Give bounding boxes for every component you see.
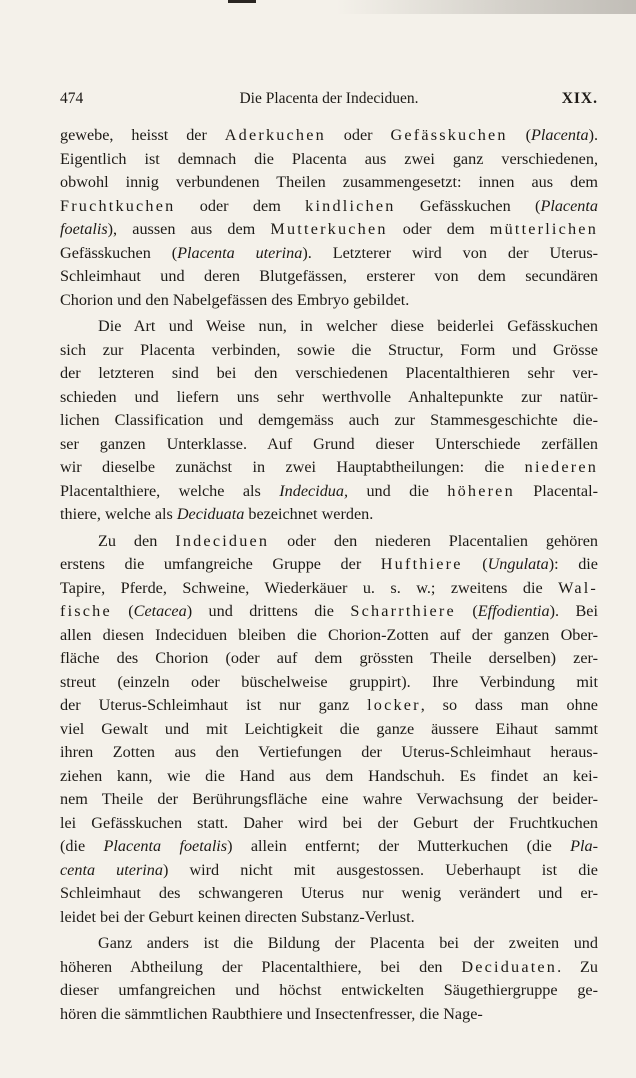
text-run: Ungulata bbox=[487, 555, 549, 573]
text-line bbox=[60, 979, 598, 1003]
text-line bbox=[60, 339, 598, 363]
text-run: oder dem bbox=[175, 196, 306, 215]
text-run: Indecidua, bbox=[279, 481, 349, 500]
text-line bbox=[60, 480, 598, 504]
text-run: Tapire, Pferde, Schweine, Wiederkäuer u. s. w.; zweitens die bbox=[60, 578, 559, 597]
text-run: (die bbox=[60, 837, 104, 855]
text-line bbox=[60, 671, 598, 695]
text-line bbox=[60, 433, 598, 457]
text-line bbox=[60, 289, 598, 313]
text-line bbox=[60, 503, 598, 527]
running-title: Die Placenta der Indeciduen. bbox=[239, 90, 419, 107]
text-run: ihren Zotten aus den Vertiefungen der Uterus-Schleimhaut heraus- bbox=[60, 743, 598, 761]
text-run: Schleimhaut und deren Blutgefässen, ersterer von dem secundären bbox=[60, 267, 598, 285]
text-run: Eigentlich ist demnach die Placenta aus zwei ganz verschiedenen, bbox=[60, 149, 598, 168]
text-run: gewebe, heisst der bbox=[60, 126, 225, 144]
text-run: ). bbox=[588, 126, 598, 144]
scan-shadow bbox=[336, 0, 636, 14]
text-run: obwohl innig verbundenen Theilen zusammengesetzt: innen aus dem bbox=[60, 173, 598, 191]
text-run: streut (einzeln oder büschelweise gruppirt). Ihre Verbindung mit bbox=[60, 672, 598, 691]
text-line bbox=[60, 647, 598, 671]
text-run: ). Letzterer wird von der Uterus- bbox=[302, 243, 599, 262]
text-run: Wal- bbox=[558, 578, 598, 597]
text-run: Placental- bbox=[514, 481, 598, 500]
text-run: ) allein entfernt; der Mutterkuchen (die bbox=[227, 837, 571, 855]
text-run: locker bbox=[367, 696, 421, 714]
chapter-number: XIX. bbox=[561, 90, 598, 107]
text-run: fische bbox=[60, 602, 112, 620]
text-run: Schleimhaut des schwangeren Uterus nur wenig verändert und er- bbox=[60, 884, 598, 902]
text-run: Placenta uterina bbox=[177, 243, 303, 262]
text-line bbox=[60, 765, 598, 789]
text-run: Indeciduen bbox=[175, 531, 270, 550]
text-run: Placenta bbox=[531, 126, 589, 144]
text-line bbox=[60, 1003, 598, 1027]
text-run: mütterlichen bbox=[489, 220, 598, 238]
text-run: , so dass man ohne bbox=[420, 696, 598, 714]
text-run: ziehen kann, wie die Hand aus dem Handschuh. Es findet an kei- bbox=[60, 766, 598, 785]
text-line bbox=[60, 694, 598, 718]
text-line bbox=[60, 362, 598, 386]
text-line bbox=[60, 409, 598, 433]
text-line bbox=[60, 171, 598, 195]
text-run: Placentalthiere, welche als bbox=[60, 481, 280, 500]
text-run: allen diesen Indeciduen bleiben die Chorion-Zotten auf der ganzen Ober- bbox=[60, 625, 598, 644]
text-run: Zu den bbox=[98, 531, 176, 550]
text-run: sich zur Placenta verbinden, sowie die Structur, Form und Grösse bbox=[60, 340, 598, 359]
scan-mark bbox=[228, 0, 256, 3]
text-run: viel Gewalt und mit Leichtigkeit die ganze äussere Eihaut sammt bbox=[60, 719, 598, 738]
text-line bbox=[60, 148, 598, 172]
text-run: ser ganzen Unterklasse. Auf Grund dieser Unterschiede zerfällen bbox=[60, 434, 598, 453]
text-run: Deciduaten bbox=[461, 957, 558, 976]
text-run: wir dieselbe zunächst in zwei Hauptabtheilungen: die bbox=[60, 458, 525, 476]
text-run: Aderkuchen bbox=[224, 126, 326, 144]
text-run: Gefässkuchen ( bbox=[395, 196, 541, 215]
text-run: thiere, welche als bbox=[60, 505, 177, 523]
text-run: kindlichen bbox=[305, 196, 396, 215]
running-header bbox=[60, 90, 598, 114]
text-run: ( bbox=[462, 555, 488, 573]
text-run: Fruchtkuchen bbox=[60, 196, 176, 215]
text-run: oder den niederen Placentalien gehören bbox=[269, 531, 598, 550]
text-run: hören die sämmtlichen Raubthiere und Insectenfresser, die Nage- bbox=[60, 1004, 483, 1023]
text-line bbox=[60, 553, 598, 577]
text-run: oder bbox=[325, 126, 391, 144]
text-run: Placenta bbox=[540, 196, 598, 215]
text-line bbox=[60, 956, 598, 980]
text-run: ( bbox=[111, 602, 134, 620]
text-run: ). Bei bbox=[549, 602, 598, 620]
text-run: schieden und liefern uns sehr werthvolle Anhaltepunkte zur natür- bbox=[60, 387, 598, 406]
text-run: ) wird nicht mit ausgestossen. Ueberhaupt ist die bbox=[162, 860, 598, 879]
text-run: höheren Abtheilung der Placentalthiere, bei den bbox=[60, 957, 462, 976]
text-run: . Zu bbox=[557, 957, 598, 976]
text-line bbox=[60, 242, 598, 266]
text-run: Effodientia bbox=[477, 602, 550, 620]
text-run: bezeichnet werden. bbox=[244, 505, 374, 523]
text-run: fläche des Chorion (oder auf dem grössten Theile derselben) zer- bbox=[60, 649, 598, 667]
text-run: höheren bbox=[447, 481, 515, 500]
text-line bbox=[60, 600, 598, 624]
text-run: nem Theile der Berührungsfläche eine wahre Verwachsung der beider- bbox=[60, 790, 598, 808]
text-run: ( bbox=[455, 602, 478, 620]
text-line bbox=[60, 835, 598, 859]
text-run: Ganz anders ist die Bildung der Placenta bei der zweiten und bbox=[98, 934, 598, 952]
text-run: und die bbox=[348, 481, 448, 500]
text-line bbox=[60, 859, 598, 883]
text-run: Hufthiere bbox=[380, 555, 463, 573]
body-text bbox=[60, 124, 598, 1026]
text-run: Placenta foetalis bbox=[103, 837, 228, 855]
text-line bbox=[60, 195, 598, 219]
text-run: niederen bbox=[524, 458, 598, 476]
text-line bbox=[60, 741, 598, 765]
text-run: Cetacea bbox=[133, 602, 187, 620]
text-run: lei Gefässkuchen statt. Daher wird bei der Geburt der Fruchtkuchen bbox=[60, 813, 598, 832]
text-run: ( bbox=[507, 126, 532, 144]
text-run: lichen Classification und demgemäss auch zur Stammesgeschichte die- bbox=[60, 411, 598, 429]
text-run: ): die bbox=[548, 555, 598, 573]
text-run: der Uterus-Schleimhaut ist nur ganz bbox=[60, 696, 368, 714]
text-line bbox=[60, 882, 598, 906]
page-number: 474 bbox=[60, 90, 84, 107]
text-run: Scharrthiere bbox=[350, 602, 456, 620]
text-run: leidet bei der Geburt keinen directen Substanz-Verlust. bbox=[60, 907, 415, 926]
text-run: oder dem bbox=[387, 220, 490, 238]
text-run: Gefässkuchen ( bbox=[60, 243, 178, 262]
text-run: dieser umfangreichen und höchst entwickelten Säugethiergruppe ge- bbox=[60, 981, 598, 999]
text-run: Gefässkuchen bbox=[390, 126, 508, 144]
text-run: erstens die umfangreiche Gruppe der bbox=[60, 555, 381, 573]
text-line bbox=[60, 577, 598, 601]
text-line bbox=[60, 530, 598, 554]
text-line bbox=[60, 788, 598, 812]
text-line bbox=[60, 932, 598, 956]
text-line bbox=[60, 315, 598, 339]
text-line bbox=[60, 456, 598, 480]
text-run: centa uterina bbox=[60, 860, 163, 879]
text-line bbox=[60, 124, 598, 148]
text-run: Pla- bbox=[570, 837, 598, 855]
text-line bbox=[60, 386, 598, 410]
text-line bbox=[60, 718, 598, 742]
text-line bbox=[60, 906, 598, 930]
text-run: Chorion und den Nabelgefässen des Embryo gebildet. bbox=[60, 290, 410, 309]
text-run: ), aussen aus dem bbox=[107, 220, 271, 238]
text-line bbox=[60, 265, 598, 289]
text-line bbox=[60, 218, 598, 242]
text-line bbox=[60, 812, 598, 836]
text-run: ) und drittens die bbox=[186, 602, 351, 620]
text-line bbox=[60, 624, 598, 648]
text-run: Die Art und Weise nun, in welcher diese beiderlei Gefässkuchen bbox=[98, 317, 598, 335]
text-run: Deciduata bbox=[176, 505, 245, 523]
text-run: foetalis bbox=[60, 220, 108, 238]
text-run: Mutterkuchen bbox=[270, 220, 388, 238]
text-run: der letzteren sind bei den verschiedenen Placentalthieren sehr ver- bbox=[60, 364, 598, 382]
